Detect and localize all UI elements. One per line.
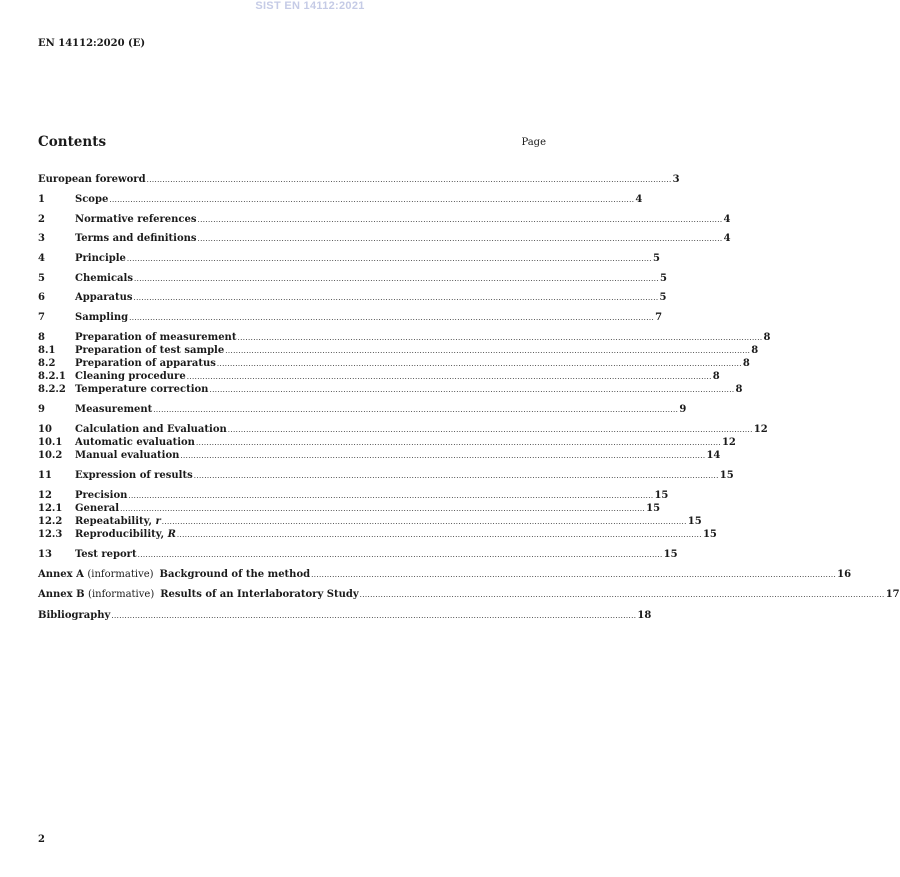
toc-entry[interactable] — [38, 193, 643, 206]
toc-leader: ........................................................................................................................................................................................................ — [176, 531, 702, 539]
toc-entry-number: 6 — [38, 292, 45, 303]
toc-entry-page: 8 — [712, 371, 720, 382]
toc-entry[interactable] — [38, 423, 768, 436]
toc-leader: ........................................................................................................................................................................................................ — [126, 255, 652, 263]
toc-entry-number: 8 — [38, 332, 45, 343]
toc-entry-number: 1 — [38, 194, 45, 205]
toc-entry-title: Expression of results — [75, 470, 193, 481]
toc-entry-title: Automatic evaluation — [75, 437, 195, 448]
toc-entry-title: Precision — [75, 490, 128, 501]
toc-entry[interactable] — [38, 291, 667, 304]
toc-leader: ........................................................................................................................................................................................................ — [128, 492, 654, 500]
toc-leader: ........................................................................................................................................................................................................ — [153, 406, 679, 414]
toc-entry-page: 16 — [837, 569, 852, 580]
toc-entry-page: 5 — [652, 253, 660, 264]
toc-leader: ........................................................................................................................................................................................................ — [161, 518, 687, 526]
toc-leader: ........................................................................................................................................................................................................ — [197, 216, 723, 224]
toc-entry-title: Manual evaluation — [75, 450, 180, 461]
toc-entry[interactable] — [38, 232, 731, 245]
toc-entry[interactable] — [38, 609, 652, 622]
toc-leader: ........................................................................................................................................................................................................ — [216, 360, 742, 368]
toc-entry-number: 12.1 — [38, 503, 63, 514]
toc-leader: ........................................................................................................................................................................................................ — [195, 439, 721, 447]
toc-entry-title: Chemicals — [75, 273, 133, 284]
toc-entry-annex-b[interactable] — [38, 588, 900, 601]
toc-leader: ........................................................................................................................................................................................................ — [120, 505, 646, 513]
toc-entry-title: Cleaning procedure — [75, 371, 186, 382]
toc-leader: ........................................................................................................................................................................................................ — [197, 235, 723, 243]
toc-entry-title: Normative references — [75, 214, 197, 225]
toc-entry-number: 3 — [38, 233, 45, 244]
toc-entry[interactable] — [38, 548, 678, 561]
toc-entry-page: 8 — [735, 384, 743, 395]
toc-leader: ........................................................................................................................................................................................................ — [129, 314, 655, 322]
toc-entry-title: Calculation and Evaluation — [75, 424, 227, 435]
toc-entry-number: 7 — [38, 312, 45, 323]
toc-entry-page: 18 — [637, 610, 652, 621]
page-number: 2 — [38, 834, 45, 845]
toc-entry-page: 3 — [672, 174, 680, 185]
toc-entry-title: Annex A (informative) Background of the method — [38, 569, 311, 580]
toc-entry-variable: R — [167, 529, 176, 540]
toc-entry-page: 8 — [742, 358, 750, 369]
toc-entry-variable: r — [155, 516, 161, 527]
toc-leader: ........................................................................................................................................................................................................ — [133, 275, 659, 283]
toc-entry[interactable] — [38, 449, 721, 462]
toc-entry-title: Terms and definitions — [75, 233, 197, 244]
toc-entry[interactable] — [38, 502, 661, 515]
toc-entry-page: 15 — [646, 503, 661, 514]
toc-entry-page: 5 — [660, 273, 667, 284]
toc-entry-number: 9 — [38, 404, 45, 415]
toc-leader: ........................................................................................................................................................................................................ — [237, 334, 763, 342]
toc-entry-page: 8 — [763, 332, 771, 343]
toc-entry-title: Test report — [75, 549, 137, 560]
toc-entry-number: 8.2.2 — [38, 384, 66, 395]
toc-entry-number: 12 — [38, 490, 52, 501]
toc-entry-title: Principle — [75, 253, 126, 264]
toc-leader: ........................................................................................................................................................................................................ — [111, 612, 637, 620]
toc-entry-page: 15 — [663, 549, 678, 560]
toc-entry[interactable] — [38, 383, 743, 396]
toc-leader: ........................................................................................................................................................................................................ — [137, 551, 663, 559]
toc-entry[interactable] — [38, 528, 717, 541]
toc-entry-number: 8.2 — [38, 358, 56, 369]
page-column-heading: Page — [521, 137, 546, 148]
toc-entry-number: 10 — [38, 424, 52, 435]
contents-heading: Contents — [38, 134, 107, 150]
toc-entry[interactable] — [38, 272, 667, 285]
toc-leader: ........................................................................................................................................................................................................ — [311, 571, 837, 579]
toc-entry-title: Sampling — [75, 312, 129, 323]
toc-leader: ........................................................................................................................................................................................................ — [180, 452, 706, 460]
toc-leader: ........................................................................................................................................................................................................ — [193, 472, 719, 480]
toc-entry-title: Scope — [75, 194, 109, 205]
toc-entry[interactable] — [38, 213, 731, 226]
toc-entry[interactable] — [38, 436, 736, 449]
toc-entry-title: European foreword — [38, 174, 146, 185]
toc-entry-title: Measurement — [75, 404, 153, 415]
toc-entry-page: 4 — [723, 233, 731, 244]
toc-entry[interactable] — [38, 357, 750, 370]
toc-leader: ........................................................................................................................................................................................................ — [133, 294, 659, 302]
toc-entry[interactable] — [38, 515, 702, 528]
toc-entry-page: 15 — [719, 470, 734, 481]
toc-entry-page: 14 — [706, 450, 721, 461]
toc-entry[interactable] — [38, 173, 680, 186]
toc-entry-page: 9 — [679, 404, 687, 415]
toc-entry[interactable] — [38, 403, 687, 416]
toc-entry[interactable] — [38, 469, 734, 482]
toc-entry[interactable] — [38, 489, 669, 502]
toc-leader: ........................................................................................................................................................................................................ — [227, 426, 753, 434]
toc-entry-page: 15 — [654, 490, 669, 501]
toc-entry-number: 12.3 — [38, 529, 63, 540]
toc-entry-title: Temperature correction — [75, 384, 209, 395]
toc-entry-page: 17 — [885, 589, 900, 600]
toc-entry-number: 4 — [38, 253, 45, 264]
toc-entry-title: Apparatus — [75, 292, 133, 303]
toc-leader: ........................................................................................................................................................................................................ — [359, 591, 885, 599]
toc-entry-title: Preparation of measurement — [75, 332, 237, 343]
toc-entry[interactable] — [38, 370, 720, 383]
toc-entry-page: 4 — [635, 194, 643, 205]
watermark: SIST EN 14112:2021 — [255, 0, 365, 12]
toc-leader: ........................................................................................................................................................................................................ — [146, 176, 672, 184]
toc-entry-title: Reproducibility, R — [75, 529, 176, 540]
toc-entry[interactable] — [38, 331, 771, 344]
toc-entry-page: 15 — [687, 516, 702, 527]
toc-leader: ........................................................................................................................................................................................................ — [109, 196, 635, 204]
toc-leader: ........................................................................................................................................................................................................ — [186, 373, 712, 381]
toc-entry-number: 8.2.1 — [38, 371, 66, 382]
toc-leader: ........................................................................................................................................................................................................ — [225, 347, 751, 355]
toc-entry-title: Bibliography — [38, 610, 111, 621]
toc-entry-number: 13 — [38, 549, 52, 560]
toc-entry[interactable] — [38, 344, 759, 357]
document-identifier: EN 14112:2020 (E) — [38, 38, 146, 49]
toc-entry-title: General — [75, 503, 120, 514]
toc-entry-page: 8 — [751, 345, 759, 356]
toc-entry-page: 12 — [721, 437, 736, 448]
toc-entry-annex-a[interactable] — [38, 568, 852, 581]
toc-entry-page: 15 — [702, 529, 717, 540]
toc-leader: ........................................................................................................................................................................................................ — [209, 386, 735, 394]
toc-entry-title: Annex B (informative) Results of an Interlaboratory Study — [38, 589, 359, 600]
toc-entry-number: 12.2 — [38, 516, 63, 527]
toc-entry-number: 8.1 — [38, 345, 56, 356]
toc-entry[interactable] — [38, 252, 660, 265]
toc-entry-number: 10.1 — [38, 437, 63, 448]
toc-entry-number: 2 — [38, 214, 45, 225]
toc-entry-number: 10.2 — [38, 450, 63, 461]
toc-entry-page: 5 — [659, 292, 667, 303]
toc-entry-page: 12 — [753, 424, 768, 435]
toc-entry-page: 4 — [723, 214, 731, 225]
toc-entry-title: Preparation of apparatus — [75, 358, 216, 369]
toc-entry-title: Repeatability, r — [75, 516, 161, 527]
toc-entry-number: 11 — [38, 470, 52, 481]
toc-entry-title: Preparation of test sample — [75, 345, 225, 356]
toc-entry[interactable] — [38, 311, 663, 324]
toc-entry-number: 5 — [38, 273, 45, 284]
toc-entry-page: 7 — [655, 312, 663, 323]
